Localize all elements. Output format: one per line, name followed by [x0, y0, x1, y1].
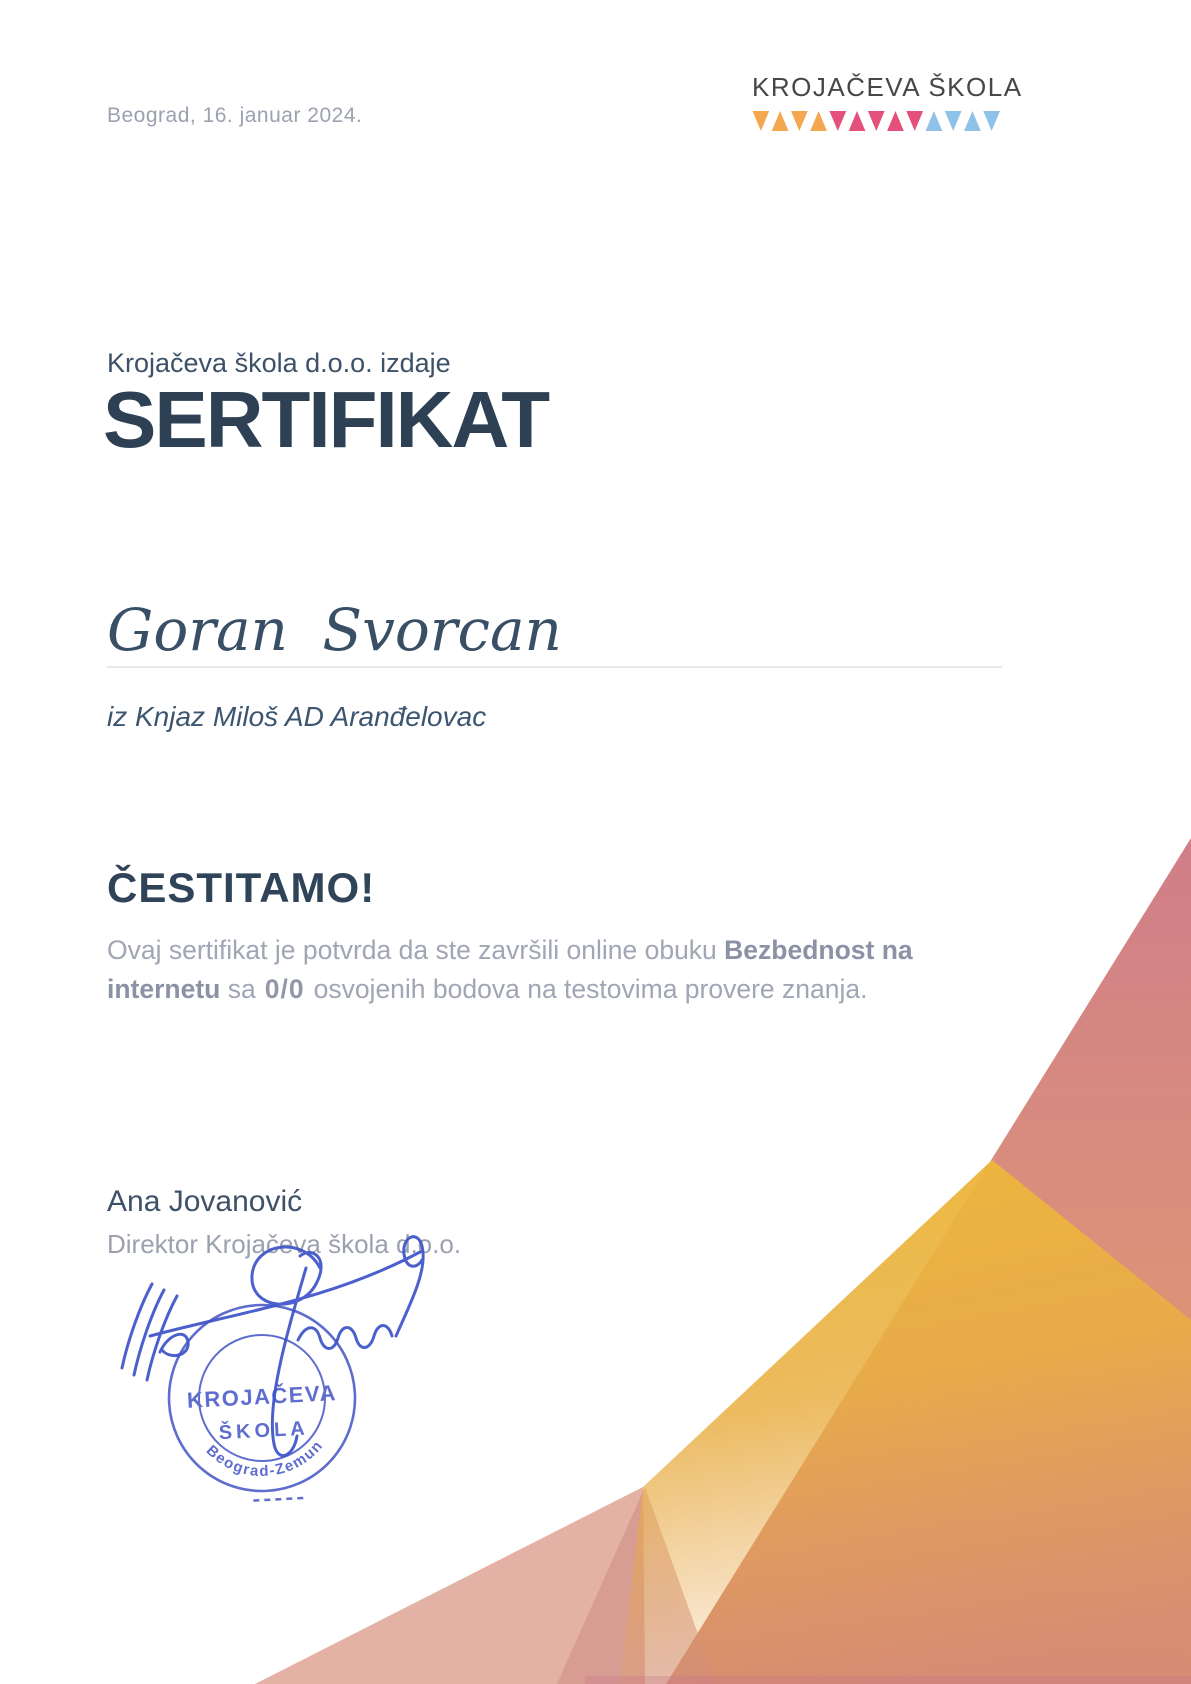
body-text-3: osvojenih bodova na testovima provere znanja. — [313, 973, 868, 1004]
signer-name: Ana Jovanović — [107, 1185, 303, 1218]
logo-triangle — [753, 111, 770, 131]
logo-triangle — [829, 111, 846, 131]
logo-triangle — [945, 111, 962, 131]
course-name: Bezbednost na internetu — [107, 935, 913, 1004]
recipient-name: Goran Svorcan — [107, 596, 562, 664]
congrats-heading: ČESTITAMO! — [107, 864, 376, 911]
logo-triangle — [868, 111, 885, 131]
logo-triangle — [791, 111, 808, 131]
logo-triangle — [906, 111, 923, 131]
logo-triangle — [772, 111, 789, 131]
school-logo-text: KROJAČEVA ŠKOLA — [752, 72, 1023, 102]
body-text-2: sa — [220, 973, 256, 1004]
logo-triangle — [810, 111, 827, 131]
stamp-bottom-textpath: Beograd-Zemun — [202, 1436, 327, 1481]
issue-date: Beograd, 16. januar 2024. — [107, 104, 363, 127]
logo-triangle — [926, 111, 943, 131]
stamp-line2: ŠKOLA — [218, 1417, 310, 1445]
body-text-1: Ovaj sertifikat je potvrda da ste završili online obuku — [107, 935, 725, 965]
school-logo — [752, 72, 1023, 132]
recipient-origin: iz Knjaz Miloš AD Aranđelovac — [107, 701, 487, 732]
certificate-body-paragraph — [107, 931, 1007, 1009]
logo-triangle-band-icon — [752, 110, 1002, 132]
stamp-line1: KROJAČEVA — [186, 1380, 338, 1413]
signer-title: Direktor Krojačeva škola d.o.o. — [107, 1229, 462, 1259]
logo-triangle — [887, 111, 904, 131]
logo-triangle — [849, 111, 866, 131]
logo-triangle — [964, 111, 981, 131]
name-underline — [107, 666, 1002, 668]
score-value: 0/0 — [264, 973, 305, 1004]
certificate-title: SERTIFIKAT — [103, 375, 549, 464]
issuer-line: Krojačeva škola d.o.o. izdaje — [107, 348, 451, 378]
logo-triangle — [983, 111, 1000, 131]
decor-bottom-strip — [585, 1676, 1191, 1684]
